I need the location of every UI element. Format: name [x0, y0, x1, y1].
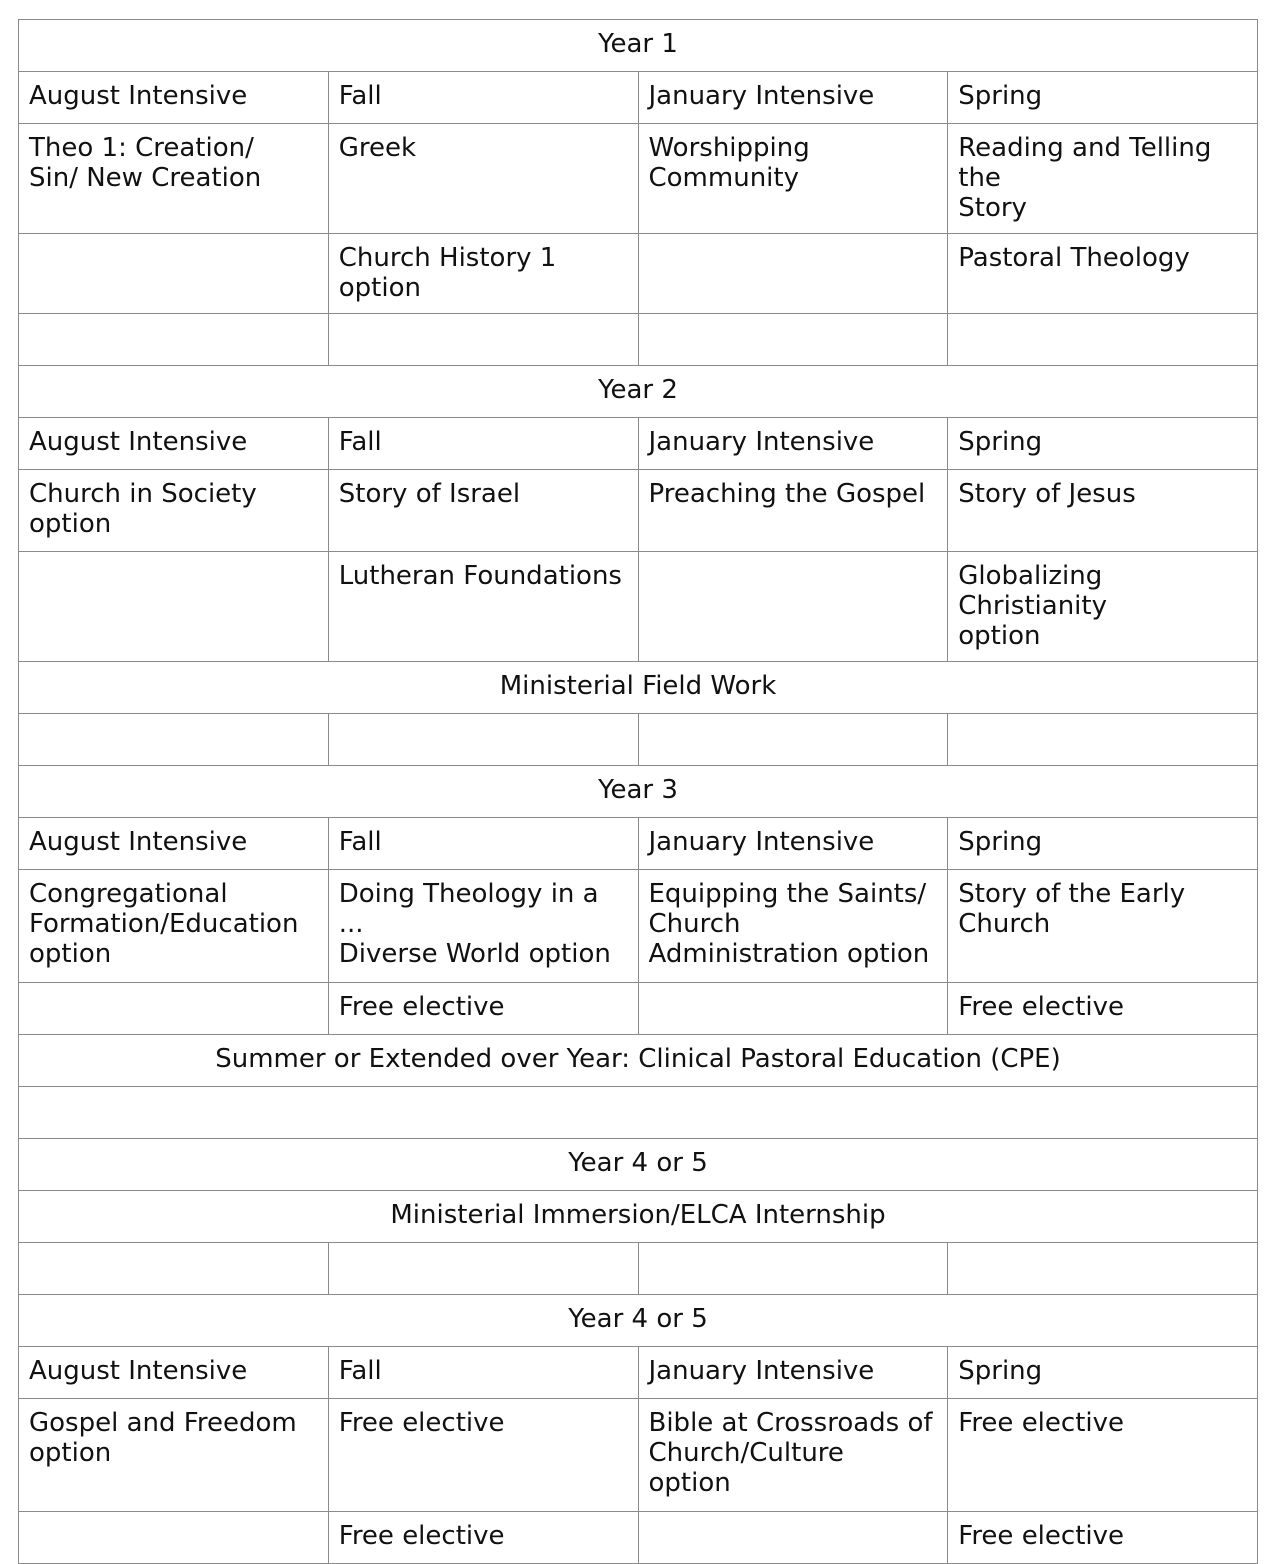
column-header-january: January Intensive [638, 418, 948, 470]
table-row [19, 1512, 1258, 1564]
column-header-august: August Intensive [19, 72, 329, 124]
year-heading: Year 4 or 5 [19, 1295, 1258, 1347]
course-cell: Preaching the Gospel [638, 470, 948, 552]
course-cell: Free elective [328, 983, 638, 1035]
empty-cell [948, 1243, 1258, 1295]
empty-cell [19, 714, 329, 766]
course-cell: Free elective [948, 1512, 1258, 1564]
empty-cell [19, 1243, 329, 1295]
column-header-spring: Spring [948, 72, 1258, 124]
course-cell: Congregational Formation/Education option [19, 870, 329, 983]
course-cell: Globalizing Christianity option [948, 552, 1258, 662]
column-header-august: August Intensive [19, 418, 329, 470]
curriculum-table [18, 19, 1258, 1564]
column-header-spring: Spring [948, 818, 1258, 870]
table-row [19, 470, 1258, 552]
empty-cell [19, 314, 329, 366]
course-cell: Bible at Crossroads of Church/Culture option [638, 1399, 948, 1512]
column-header-january: January Intensive [638, 72, 948, 124]
empty-cell [19, 1087, 1258, 1139]
column-header-spring: Spring [948, 418, 1258, 470]
empty-cell [328, 714, 638, 766]
course-cell: Church in Society option [19, 470, 329, 552]
year-heading: Year 3 [19, 766, 1258, 818]
column-header-january: January Intensive [638, 818, 948, 870]
empty-cell [638, 1243, 948, 1295]
course-cell [638, 552, 948, 662]
column-header-august: August Intensive [19, 1347, 329, 1399]
course-cell: Free elective [948, 983, 1258, 1035]
table-row [19, 766, 1258, 818]
table-row [19, 983, 1258, 1035]
course-cell: Equipping the Saints/ Church Administration option [638, 870, 948, 983]
course-cell: Theo 1: Creation/ Sin/ New Creation [19, 124, 329, 234]
year-heading: Year 4 or 5 [19, 1139, 1258, 1191]
course-cell: Story of Jesus [948, 470, 1258, 552]
table-row [19, 818, 1258, 870]
course-cell: Doing Theology in a ... Diverse World option [328, 870, 638, 983]
table-row [19, 314, 1258, 366]
table-row [19, 1243, 1258, 1295]
column-header-january: January Intensive [638, 1347, 948, 1399]
column-header-spring: Spring [948, 1347, 1258, 1399]
course-cell [19, 552, 329, 662]
table-row [19, 20, 1258, 72]
column-header-august: August Intensive [19, 818, 329, 870]
table-row [19, 1139, 1258, 1191]
table-row [19, 1399, 1258, 1512]
year-heading: Year 2 [19, 366, 1258, 418]
course-cell [19, 1512, 329, 1564]
year-heading: Year 1 [19, 20, 1258, 72]
empty-cell [638, 314, 948, 366]
course-cell: Free elective [948, 1399, 1258, 1512]
table-row [19, 1191, 1258, 1243]
course-cell: Story of the Early Church [948, 870, 1258, 983]
column-header-fall: Fall [328, 1347, 638, 1399]
table-row [19, 662, 1258, 714]
empty-cell [638, 714, 948, 766]
table-row [19, 1087, 1258, 1139]
table-row [19, 1035, 1258, 1087]
section-heading: Ministerial Field Work [19, 662, 1258, 714]
course-cell: Gospel and Freedom option [19, 1399, 329, 1512]
table-row [19, 366, 1258, 418]
empty-cell [948, 714, 1258, 766]
course-cell: Story of Israel [328, 470, 638, 552]
course-cell [19, 234, 329, 314]
course-cell [638, 234, 948, 314]
empty-cell [328, 314, 638, 366]
column-header-fall: Fall [328, 818, 638, 870]
table-row [19, 552, 1258, 662]
course-cell: Free elective [328, 1512, 638, 1564]
course-cell: Pastoral Theology [948, 234, 1258, 314]
table-row [19, 124, 1258, 234]
table-row [19, 418, 1258, 470]
table-row [19, 714, 1258, 766]
course-cell [638, 1512, 948, 1564]
course-cell: Greek [328, 124, 638, 234]
course-cell [19, 983, 329, 1035]
course-cell: Lutheran Foundations [328, 552, 638, 662]
course-cell [638, 983, 948, 1035]
table-row [19, 1295, 1258, 1347]
section-heading: Summer or Extended over Year: Clinical Pastoral Education (CPE) [19, 1035, 1258, 1087]
table-row [19, 1347, 1258, 1399]
course-cell: Reading and Telling the Story [948, 124, 1258, 234]
column-header-fall: Fall [328, 418, 638, 470]
table-row [19, 870, 1258, 983]
course-cell: Free elective [328, 1399, 638, 1512]
course-cell: Worshipping Community [638, 124, 948, 234]
table-row [19, 234, 1258, 314]
section-heading: Ministerial Immersion/ELCA Internship [19, 1191, 1258, 1243]
empty-cell [948, 314, 1258, 366]
table-row [19, 72, 1258, 124]
course-cell: Church History 1 option [328, 234, 638, 314]
empty-cell [328, 1243, 638, 1295]
column-header-fall: Fall [328, 72, 638, 124]
